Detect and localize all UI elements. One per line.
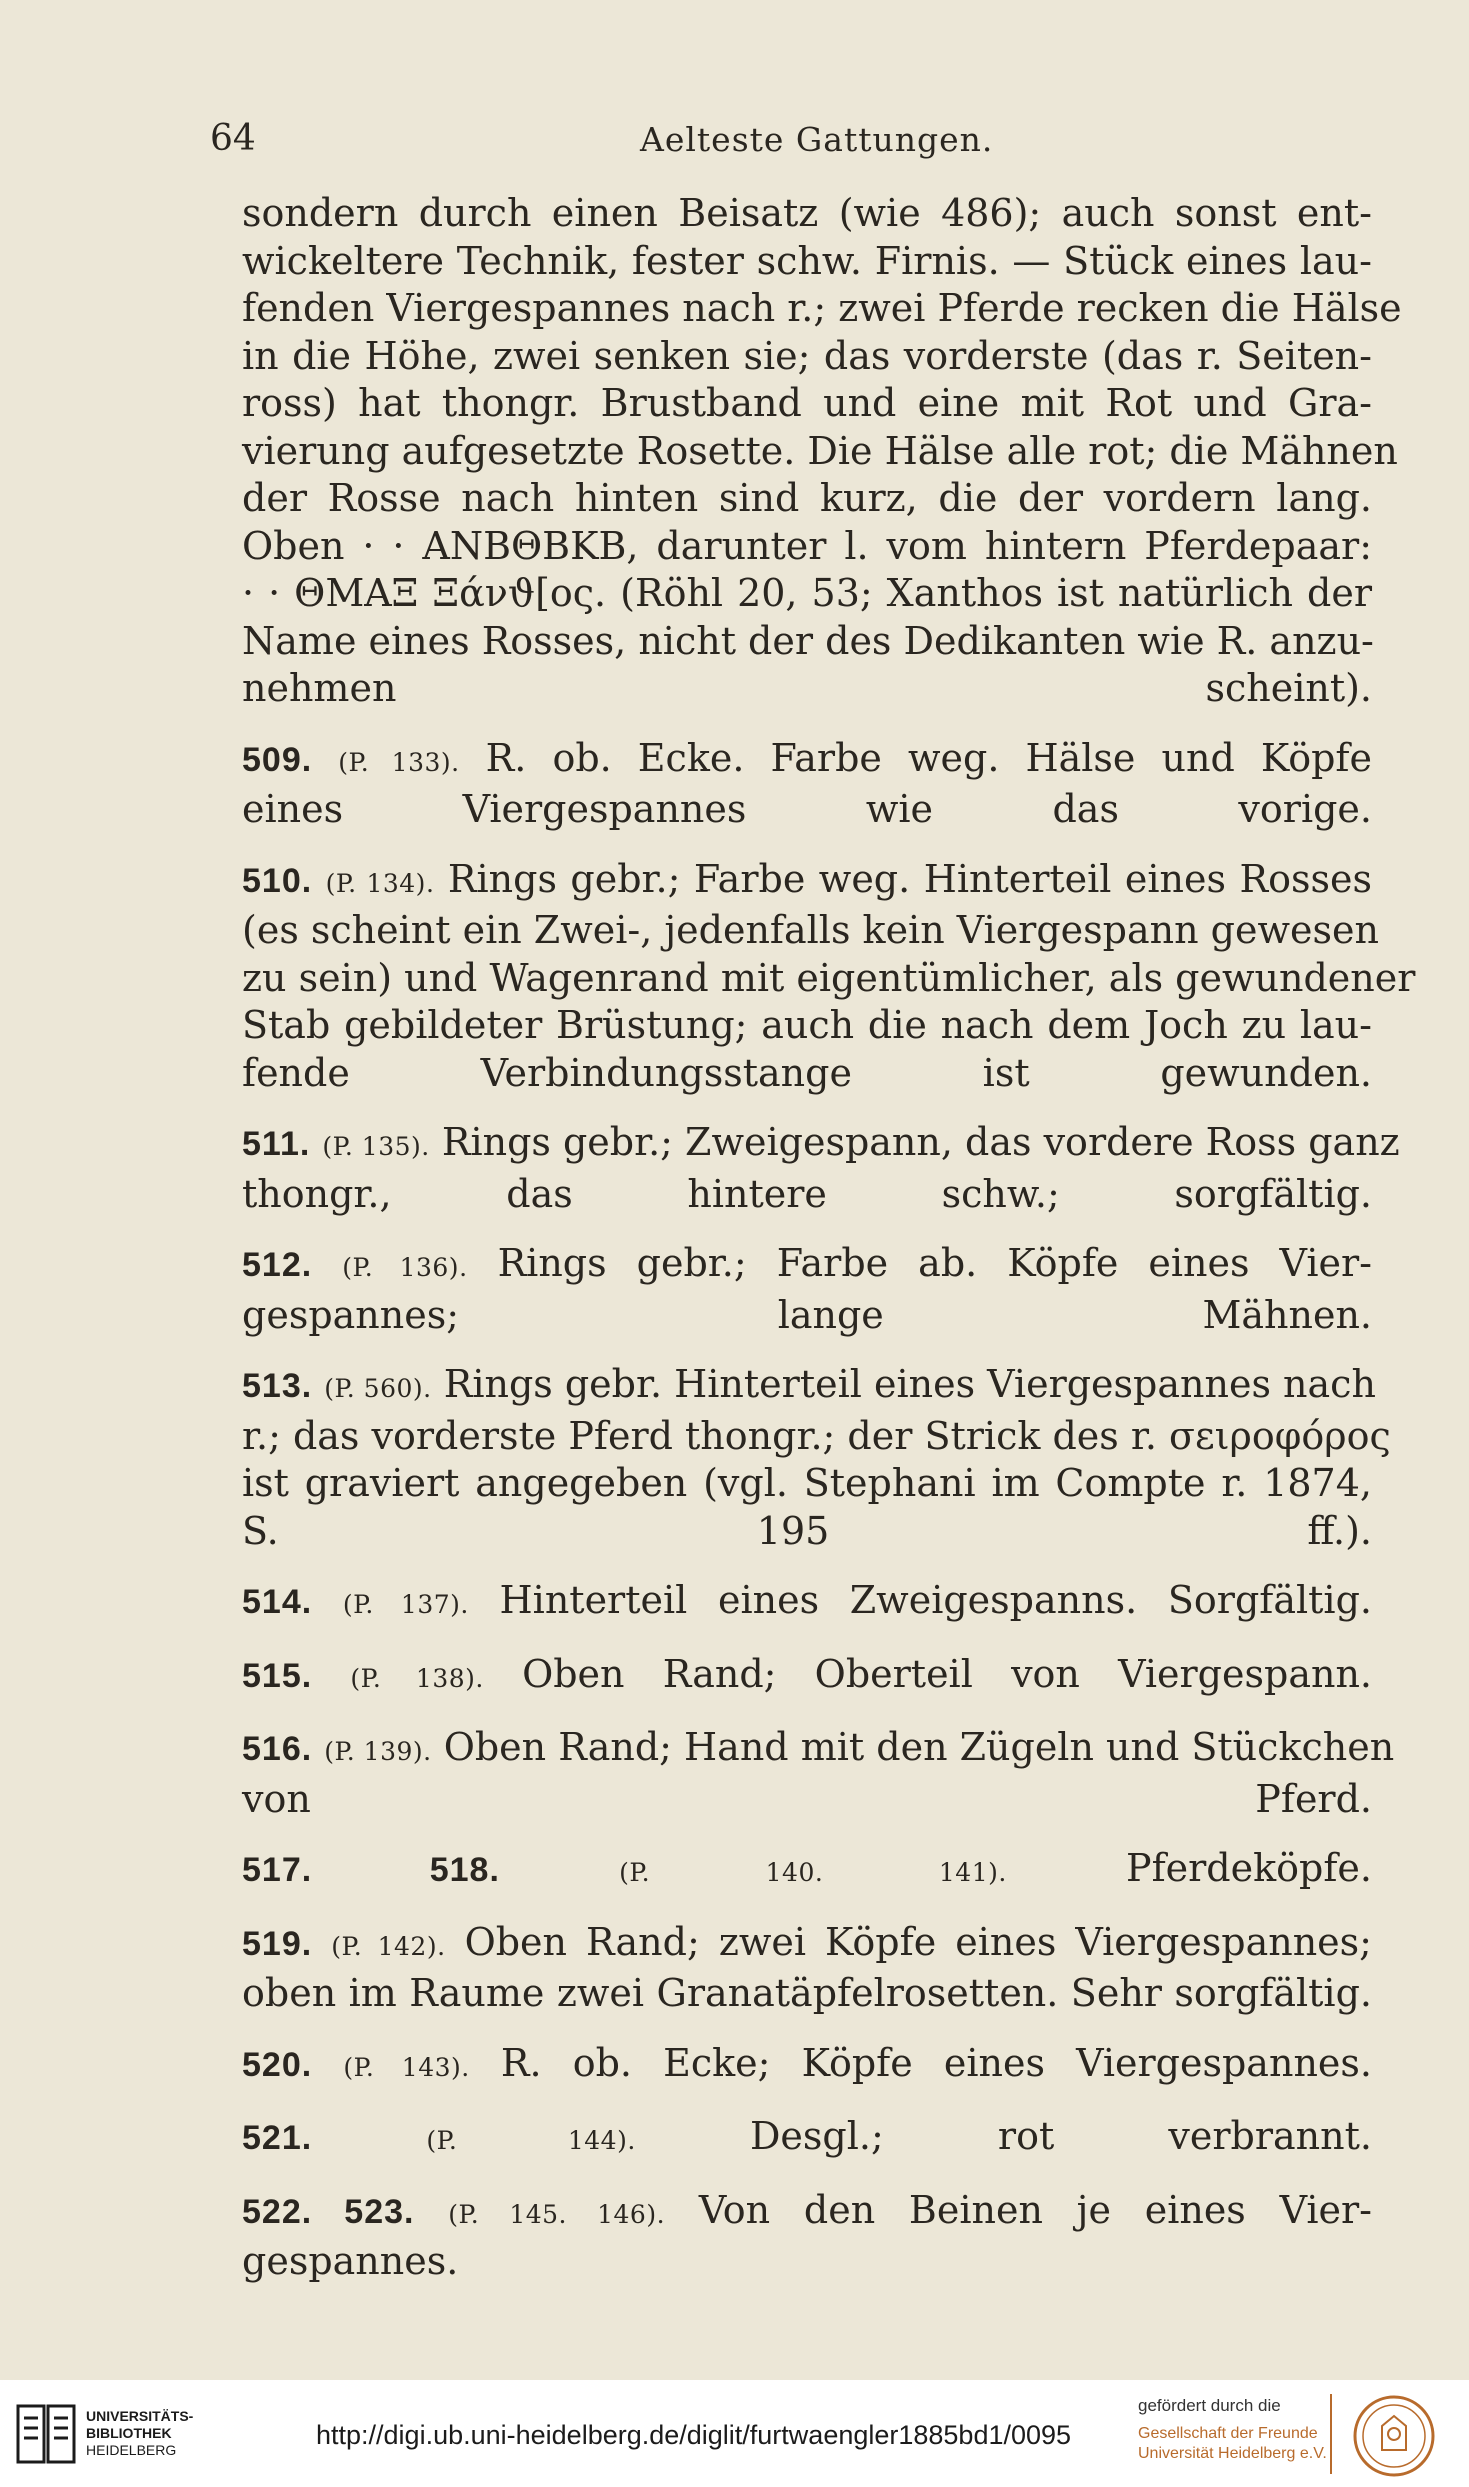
text-line: (es scheint ein Zwei-, jedenfalls kein Viergespann gewesen bbox=[242, 908, 1379, 952]
catalog-entry-513 bbox=[242, 1361, 1391, 1555]
entry-number: 514. bbox=[242, 1583, 313, 1621]
catalog-entry-509 bbox=[242, 735, 1372, 834]
text-line: Stab gebildeter Brüstung; auch die nach dem Joch zu lau- bbox=[242, 1003, 1372, 1047]
entry-text: Oben Rand; Hand mit den Zügeln und Stückchen bbox=[443, 1725, 1395, 1769]
text-line: wickeltere Technik, fester schw. Firnis. — Stück eines lau- bbox=[242, 238, 1372, 283]
text-line: Name eines Rosses, nicht der des Dedikanten wie R. anzu- bbox=[242, 618, 1374, 663]
entry-number: 510. bbox=[242, 861, 313, 900]
entry-number: 515. bbox=[242, 1656, 313, 1695]
permalink-url[interactable]: http://digi.ub.uni-heidelberg.de/diglit/furtwaengler1885bd1/0095 bbox=[316, 2420, 1072, 2450]
entry-number: 516. bbox=[242, 1730, 313, 1768]
sponsor-line: Gesellschaft der Freunde bbox=[1138, 2425, 1318, 2442]
catalog-entry-521 bbox=[242, 2113, 1372, 2165]
library-line: BIBLIOTHEK bbox=[86, 2425, 172, 2441]
entry-number: 522. 523. bbox=[242, 2192, 415, 2231]
entry-text: Oben Rand; zwei Köpfe eines Viergespannes; bbox=[464, 1919, 1372, 1964]
sponsor-line: Universität Heidelberg e.V. bbox=[1138, 2445, 1327, 2462]
entry-text: Oben Rand; Oberteil von Viergespann. bbox=[522, 1651, 1372, 1696]
entry-number: 509. bbox=[242, 740, 313, 779]
plate-reference: (P. 137). bbox=[342, 1590, 469, 1619]
entry-number: 519. bbox=[242, 1924, 313, 1963]
running-title: Aelteste Gattungen. bbox=[640, 120, 994, 159]
plate-reference: (P. 143). bbox=[343, 2052, 470, 2082]
text-line: Oben · · AΝΒΘΒΚΒ, darunter l. vom hintern Pferdepaar: bbox=[242, 523, 1372, 568]
entry-number: 521. bbox=[242, 2119, 313, 2157]
plate-reference: (P. 136). bbox=[342, 1253, 468, 1282]
entry-text: Rings gebr. Hinterteil eines Viergespannes nach bbox=[443, 1362, 1376, 1406]
library-line: UNIVERSITÄTS- bbox=[86, 2408, 194, 2424]
text-line: zu sein) und Wagenrand mit eigentümlicher, als gewundener bbox=[242, 955, 1416, 1000]
library-name bbox=[86, 2408, 193, 2459]
plate-reference: (P. 138). bbox=[350, 1663, 484, 1693]
catalog-entry-515 bbox=[242, 1651, 1372, 1703]
catalog-entry-516 bbox=[242, 1724, 1395, 1823]
text-line: r.; das vorderste Pferd thongr.; der Strick des r. σειροφόρος bbox=[242, 1413, 1391, 1458]
entry-text: Desgl.; rot verbrannt. bbox=[749, 2114, 1372, 2158]
plate-reference: (P. 135). bbox=[322, 1132, 430, 1161]
entry-text: Von den Beinen je eines Vier- bbox=[698, 2187, 1372, 2232]
page-number: 64 bbox=[210, 118, 256, 159]
entry-number: 513. bbox=[242, 1367, 313, 1405]
catalog-entry-510 bbox=[242, 856, 1416, 1098]
divider bbox=[1330, 2394, 1332, 2474]
page-header bbox=[210, 118, 1370, 168]
text-line: vierung aufgesetzte Rosette. Die Hälse alle rot; die Mähnen bbox=[242, 428, 1398, 473]
entry-text: Hinterteil eines Zweigespanns. Sorgfältig. bbox=[499, 1578, 1372, 1622]
entry-text: R. ob. Ecke; Köpfe eines Viergespannes. bbox=[500, 2040, 1372, 2085]
entry-number: 512. bbox=[242, 1246, 313, 1284]
text-line: thongr., das hintere schw.; sorgfältig. bbox=[242, 1171, 1372, 1216]
body-text bbox=[242, 190, 1416, 2286]
plate-reference: (P. 560). bbox=[324, 1374, 432, 1403]
plate-reference: (P. 144). bbox=[426, 2126, 636, 2155]
catalog-entry-514 bbox=[242, 1577, 1372, 1629]
intro-paragraph bbox=[242, 190, 1402, 713]
library-line: HEIDELBERG bbox=[86, 2442, 177, 2458]
entry-number: 511. bbox=[242, 1125, 311, 1163]
entry-text: R. ob. Ecke. Farbe weg. Hälse und Köpfe bbox=[485, 735, 1372, 780]
text-line: gespannes. bbox=[242, 2239, 459, 2283]
university-seal-icon bbox=[1352, 2394, 1436, 2478]
plate-reference: (P. 139). bbox=[324, 1737, 432, 1766]
text-line: eines Viergespannes wie das vorige. bbox=[242, 787, 1372, 831]
text-line: ist graviert angegeben (vgl. Stephani im Compte r. 1874, bbox=[242, 1461, 1372, 1505]
plate-reference: (P. 133). bbox=[338, 747, 460, 777]
text-line: in die Höhe, zwei senken sie; das vorderste (das r. Seiten- bbox=[242, 333, 1372, 378]
text-line: S. 195 ff.). bbox=[242, 1508, 1372, 1553]
catalog-entry-517-518 bbox=[242, 1845, 1372, 1897]
text-line: gespannes; lange Mähnen. bbox=[242, 1292, 1372, 1337]
text-line: nehmen scheint). bbox=[242, 666, 1372, 710]
text-line: der Rosse nach hinten sind kurz, die der vordern lang. bbox=[242, 476, 1372, 520]
entry-text: Rings gebr.; Farbe ab. Köpfe eines Vier- bbox=[497, 1241, 1372, 1285]
text-line: fende Verbindungsstange ist gewunden. bbox=[242, 1050, 1372, 1095]
text-line: sondern durch einen Beisatz (wie 486); auch sonst ent- bbox=[242, 191, 1372, 235]
entry-number: 517. 518. bbox=[242, 1851, 500, 1889]
catalog-entry-512 bbox=[242, 1240, 1372, 1339]
text-line: fenden Viergespannes nach r.; zwei Pferde recken die Hälse bbox=[242, 286, 1402, 330]
entry-number: 520. bbox=[242, 2045, 313, 2084]
entry-text: Pferdeköpfe. bbox=[1126, 1846, 1372, 1890]
viewer-footer bbox=[0, 2380, 1469, 2487]
sponsor-label: gefördert durch die bbox=[1138, 2396, 1281, 2415]
plate-reference: (P. 145. 146). bbox=[448, 2199, 666, 2229]
plate-reference: (P. 140. 141). bbox=[619, 1858, 1007, 1887]
catalog-entry-520 bbox=[242, 2040, 1372, 2092]
catalog-entry-519 bbox=[242, 1919, 1372, 2018]
sponsor-name bbox=[1138, 2424, 1327, 2464]
entry-text: Rings gebr.; Farbe weg. Hinterteil eines Rosses bbox=[447, 856, 1372, 901]
entry-text: Rings gebr.; Zweigespann, das vordere Ross ganz bbox=[441, 1120, 1400, 1164]
text-line: oben im Raume zwei Granatäpfelrosetten. Sehr sorgfältig. bbox=[242, 1971, 1372, 2015]
text-line: · · ΘΜΑΞ Ξάνϑ[ος. (Röhl 20, 53; Xanthos ist natürlich der bbox=[242, 571, 1372, 615]
catalog-entry-511 bbox=[242, 1119, 1400, 1218]
text-line: ross) hat thongr. Brustband und eine mit Rot und Gra- bbox=[242, 381, 1372, 425]
text-line: von Pferd. bbox=[242, 1776, 1372, 1821]
plate-reference: (P. 142). bbox=[331, 1931, 446, 1961]
catalog-entry-522-523 bbox=[242, 2187, 1372, 2286]
plate-reference: (P. 134). bbox=[325, 868, 435, 898]
book-icon bbox=[16, 2400, 76, 2468]
